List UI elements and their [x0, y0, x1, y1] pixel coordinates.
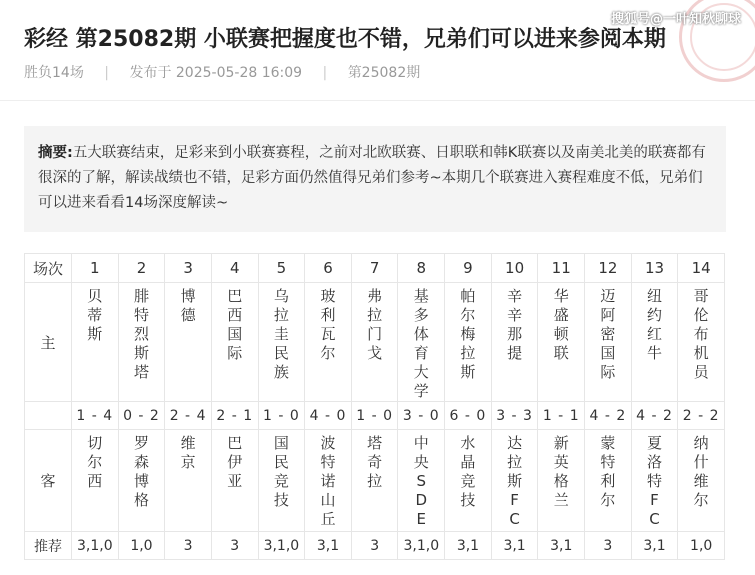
- table-cell: [445, 283, 492, 402]
- recommendation: 3,1,0: [398, 532, 445, 560]
- table-row: [25, 402, 725, 430]
- table-cell: [165, 283, 212, 402]
- away-team: 塔奇拉: [367, 434, 383, 490]
- match-number: 1: [72, 254, 119, 283]
- match-number: 3: [165, 254, 212, 283]
- category-link[interactable]: 胜负14场: [24, 65, 84, 81]
- recommendation: 3,1: [445, 532, 492, 560]
- table-cell: [398, 430, 445, 532]
- table-cell: [118, 430, 165, 532]
- away-team: 纳什维尔: [693, 434, 709, 509]
- home-team: 哥伦布机员: [693, 287, 709, 381]
- watermark: 搜狐号@一叶知秋聊球: [610, 12, 741, 27]
- away-team: 波特诺山丘: [320, 434, 336, 528]
- match-score: 0 - 2: [118, 402, 165, 430]
- recommendation: 3,1: [538, 532, 585, 560]
- table-cell: [305, 283, 352, 402]
- table-cell: [211, 430, 258, 532]
- home-team: 贝蒂斯: [87, 287, 103, 343]
- match-number: 8: [398, 254, 445, 283]
- meta-separator: |: [104, 65, 109, 81]
- match-number: 2: [118, 254, 165, 283]
- table-cell: [538, 283, 585, 402]
- recommendation: 3: [211, 532, 258, 560]
- home-team: 基多体育大学: [413, 287, 429, 400]
- table-cell: [72, 283, 119, 402]
- match-score: 2 - 2: [678, 402, 725, 430]
- home-team: 弗拉门戈: [367, 287, 383, 362]
- home-team: 帕尔梅拉斯: [460, 287, 476, 381]
- match-table: [24, 253, 725, 560]
- home-team: 巴西国际: [227, 287, 243, 362]
- recommendation: 3,1: [305, 532, 352, 560]
- match-number: 12: [585, 254, 632, 283]
- home-team: 乌拉圭民族: [273, 287, 289, 381]
- match-score: 2 - 4: [165, 402, 212, 430]
- table-row: [25, 430, 725, 532]
- table-cell: [678, 283, 725, 402]
- row-label: [25, 402, 72, 430]
- match-number: 5: [258, 254, 305, 283]
- match-score: 1 - 0: [351, 402, 398, 430]
- match-score: 1 - 0: [258, 402, 305, 430]
- issue-number: 第25082期: [347, 65, 421, 81]
- table-cell: [398, 283, 445, 402]
- row-label: 推荐: [25, 532, 72, 560]
- recommendation: 3,1: [631, 532, 678, 560]
- table-cell: [165, 430, 212, 532]
- match-score: 6 - 0: [445, 402, 492, 430]
- match-score: 3 - 0: [398, 402, 445, 430]
- away-team: 水晶竞技: [460, 434, 476, 509]
- recommendation: 3: [585, 532, 632, 560]
- match-score: 3 - 3: [491, 402, 538, 430]
- table-cell: [491, 283, 538, 402]
- match-number: 4: [211, 254, 258, 283]
- table-cell: [258, 430, 305, 532]
- recommendation: 3: [351, 532, 398, 560]
- away-team: 中央SDE: [413, 434, 429, 528]
- match-score: 1 - 4: [72, 402, 119, 430]
- match-score: 4 - 0: [305, 402, 352, 430]
- match-score: 4 - 2: [585, 402, 632, 430]
- table-cell: [585, 430, 632, 532]
- match-number: 11: [538, 254, 585, 283]
- home-team: 迈阿密国际: [600, 287, 616, 381]
- away-team: 蒙特利尔: [600, 434, 616, 509]
- table-cell: [72, 430, 119, 532]
- table-cell: [351, 283, 398, 402]
- table-cell: [631, 283, 678, 402]
- recommendation: 1,0: [678, 532, 725, 560]
- match-number: 14: [678, 254, 725, 283]
- away-team: 夏洛特FC: [646, 434, 662, 528]
- home-team: 纽约红牛: [646, 287, 662, 362]
- away-team: 巴伊亚: [227, 434, 243, 490]
- match-number: 6: [305, 254, 352, 283]
- table-row: [25, 532, 725, 560]
- table-cell: [211, 283, 258, 402]
- summary-label: 摘要:: [38, 145, 73, 161]
- away-team: 维京: [180, 434, 196, 471]
- summary-box: [24, 126, 726, 232]
- recommendation: 3,1,0: [72, 532, 119, 560]
- article-title: 彩经 第25082期 小联赛把握度也不错，兄弟们可以进来参阅本期: [24, 27, 666, 52]
- recommendation: 3,1,0: [258, 532, 305, 560]
- row-label: 客: [25, 430, 72, 532]
- header-divider: [0, 100, 755, 101]
- table-cell: [631, 430, 678, 532]
- table-cell: [538, 430, 585, 532]
- home-team: 腓特烈斯塔: [133, 287, 149, 381]
- recommendation: 1,0: [118, 532, 165, 560]
- article-meta: [24, 62, 420, 82]
- match-score: 1 - 1: [538, 402, 585, 430]
- match-number: 10: [491, 254, 538, 283]
- away-team: 新英格兰: [553, 434, 569, 509]
- table-cell: [585, 283, 632, 402]
- meta-separator: |: [322, 65, 328, 81]
- recommendation: 3: [165, 532, 212, 560]
- home-team: 华盛顿联: [553, 287, 569, 362]
- table-cell: [491, 430, 538, 532]
- row-label: 场次: [25, 254, 72, 283]
- match-number: 7: [351, 254, 398, 283]
- publish-time: 发布于 2025-05-28 16:09: [129, 65, 303, 81]
- away-team: 罗森博格: [133, 434, 149, 509]
- table-cell: [258, 283, 305, 402]
- table-cell: [118, 283, 165, 402]
- table-cell: [445, 430, 492, 532]
- table-row: [25, 283, 725, 402]
- table-row: [25, 254, 725, 283]
- home-team: 辛辛那提: [507, 287, 523, 362]
- match-number: 13: [631, 254, 678, 283]
- match-number: 9: [445, 254, 492, 283]
- table-cell: [305, 430, 352, 532]
- away-team: 达拉斯FC: [507, 434, 523, 528]
- recommendation: 3,1: [491, 532, 538, 560]
- home-team: 玻利瓦尔: [320, 287, 336, 362]
- home-team: 博德: [180, 287, 196, 324]
- table-cell: [351, 430, 398, 532]
- match-score: 2 - 1: [211, 402, 258, 430]
- away-team: 切尔西: [87, 434, 103, 490]
- match-score: 4 - 2: [631, 402, 678, 430]
- summary-text: 五大联赛结束，足彩来到小联赛赛程，之前对北欧联赛、日职联和韩K联赛以及南美北美的联赛都有很深的了解，解读战绩也不错，足彩方面仍然值得兄弟们参考~本期几个联赛进入赛程难度不低，兄弟们可以进来看看14场深度解读~: [38, 145, 706, 211]
- away-team: 国民竞技: [273, 434, 289, 509]
- table-cell: [678, 430, 725, 532]
- row-label: 主: [25, 283, 72, 402]
